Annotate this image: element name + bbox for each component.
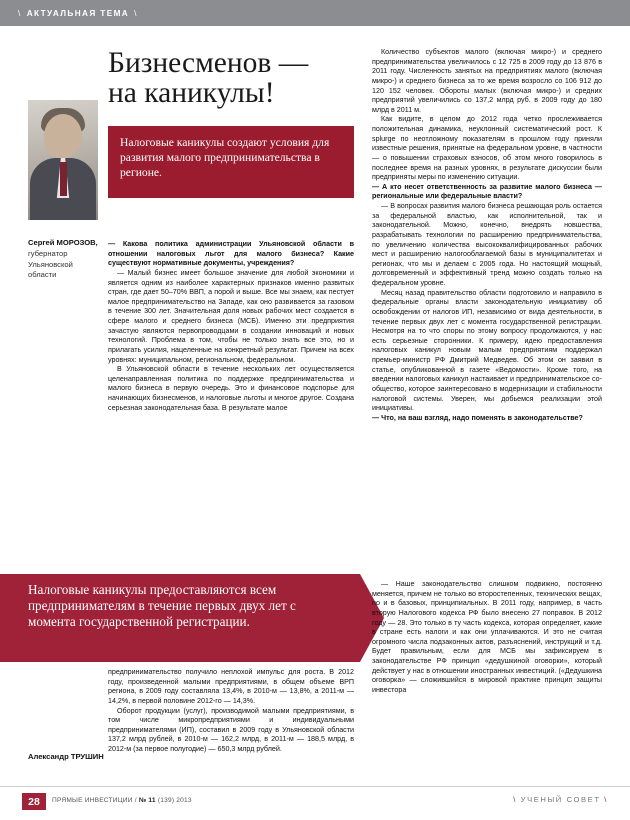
body-column-right-top — [372, 48, 602, 578]
body-paragraph: Оборот продукции (услуг), производимой малыми предприятиями, в том числе микропредприятиями и индивидуальными предпринимателями (ИП), составил в 2009 году в Ульяновской области 137,2 млрд рублей, в 2010-м — 162,2 млрд, в 2011-м — 188,5 млрд, в 2012-м (за первое полугодие) — 650,3 млрд рублей. — [108, 706, 354, 753]
body-paragraph: — Наше законодательство слишком подвижно, постоянно меняется, причем не только во второстепенных, технических вещах, но и в базовых, принципиальных. В 2011 году, например, в часть вторую Налогового кодекса РФ было внесено 27 поправок. В 2012 году — 28. Это только в ту часть кодекса, которая определяет, какие в стране есть налоги и как они уплачиваются. И это не считая огромного числа подзаконных актов, разъяснений, инструкций и т.д. Будет правильным, если для МСБ мы зафиксируем в законодательстве РФ принцип «дедушкиной оговорки», который действует у нас в отношении иностранных инвестиций. («Дедушкина оговорка» — сложившийся в мировой практике принцип защиты инвестора — [372, 580, 602, 694]
body-column-left-bottom — [108, 668, 354, 798]
footer-issue-date: (139) 2013 — [157, 797, 192, 804]
pull-quote-banner — [0, 574, 372, 662]
section-header-inner — [18, 0, 138, 26]
lede-box: Налоговые каникулы создают условия для развития малого предпринимательства в регионе. — [108, 126, 354, 198]
footer-issue-number: № 11 — [138, 797, 156, 804]
footer-section-label — [513, 795, 608, 804]
chevron-left-icon: \ — [18, 8, 22, 18]
interview-question: — Какова политика администрации Ульяновской области в отношении налоговых льгот для малого бизнеса? Какие существуют нормативные документы, учреждения? — [108, 240, 354, 268]
section-header-bar — [0, 0, 630, 26]
chevron-right-icon: \ — [134, 8, 138, 18]
body-paragraph: — Малый бизнес имеет большое значение для любой экономики и является одним из наиболее характерных признаков именно развитых стран, где дает 50–70% ВВП, а порой и выше. Все мы знаем, как пестует малое предпринимательство на Западе, как оно развивается за газовом в течение 300 лет. Значительная доля новых рабочих мест создается в сфере малого и среднего бизнеса (МСБ). Именно эти предприятия зачастую являются первопроводцами в создании инноваций и новых технологий. Проблема в том, чтобы не только знать все это, но и прилагать усилия, нацеленные на конкретный результат. Причем на всех уровнях: муниципальном, региональном, федеральном. — [108, 268, 354, 364]
footer-slash: / — [134, 797, 137, 804]
footer-publication-info — [52, 797, 192, 804]
body-paragraph: предпринимательство получило неплохой импульс для роста. В 2012 году, произведенной малыми предприятиями, в общем объеме ВРП региона, в 2009 году составляла 13,4%, в 2010-м — 13,8%, а 2011-м — 14,2%, в первой половине 2012-го — 14,3%. — [108, 668, 354, 705]
chevron-left-icon: \ — [513, 795, 517, 804]
section-label: АКТУАЛЬНАЯ ТЕМА — [26, 8, 130, 18]
body-column-left-top — [108, 240, 354, 570]
portrait-photo — [28, 100, 98, 220]
byline-interviewee-role: губернатор Ульяновской области — [28, 248, 73, 280]
footer-publication-name: ПРЯМЫЕ ИНВЕСТИЦИИ — [52, 797, 133, 804]
body-paragraph: Месяц назад правительство области подготовило и направило в федеральные органы власти законодательную инициативу об освобождении от налогов ИП, независимо от вида деятельности, в течение первых двух лет с момента государственной регистрации. Несмотря на то что споры по этому вопросу продолжаются, у нас есть серьезные сторонники. К примеру, идею предоставления налоговых каникул новым малым предприятиям поддержал премьер-министр РФ Дмитрий Медведев. Об этом он заявил в статье, опубликованной в газете «Ведомости». Кроме того, на введении налоговых каникул настаивает и предпринимательское сообщество, которое заинтересовано в модернизации и стабильности налоговой системы. Уверен, мы добьемся реализации этой инициативы. — [372, 288, 602, 413]
body-paragraph: Количество субъектов малого (включая микро-) и среднего предпринимательства увеличилось с 12 725 в 2009 году до 13 876 в 2011 году. Численность занятых на предприятиях малого (включая микро-) и среднего бизнеса за то же время возросло со 106 912 до 120 152 человек. Обороты малых (включая микро-) и средних предприятий увеличились со 137,2 млрд руб. в 2009 году до 180 млрд в 2011 м. — [372, 48, 602, 114]
body-paragraph: — В вопросах развития малого бизнеса решающая роль остается за федеральной властью, как исполнительной, так и законодательной. Можно, конечно, внедрять новшества, разрабатывать технологии по расширению предпринимательства, по увеличению количества высококвалифицированных рабочих мест и расширению налогооблагаемой базы в муниципалитетах и регионах, что мы и делаем с 2005 года. Но настоящий мощный, долговременный и эффективный тренд можно создать только на федеральном уровне. — [372, 202, 602, 287]
page-title-line1: Бизнесменов — — [108, 47, 309, 79]
body-column-right-bottom — [372, 580, 602, 795]
page-number-badge: 28 — [22, 793, 46, 810]
pull-quote-text: Налоговые каникулы предоставляются всем предпринимателям в течение первых двух лет с момента государственной регистрации. — [28, 582, 296, 630]
portrait-face — [44, 114, 82, 158]
chevron-right-icon: \ — [604, 795, 608, 804]
page-title-line2: на каникулы! — [108, 77, 275, 110]
byline-interviewee — [28, 238, 100, 281]
byline-interviewee-name: Сергей МОРОЗОВ, — [28, 238, 98, 247]
byline-author: Александр ТРУШИН — [28, 752, 104, 761]
page-title — [108, 48, 370, 108]
body-paragraph: Как видите, в целом до 2012 года четко прослеживается положительная динамика, неуклонный систематический рост. К splurge по неотложному показателям в прошлом году приняли известные решения, принятые на федеральном уровне, в частности — о повышении страховых взносов, об этом много говорилось в последнее время на разных уровнях, в результате дискуссии были предприняты меры по изменению ситуации. — [372, 115, 602, 182]
body-paragraph: В Ульяновской области в течение нескольких лет осуществляется целенаправленная политика по поддержке предпринимательства и малого бизнеса в первую очередь. Это и финансовое подспорье для начинающих бизнесменов, и налоговые льготы и многое другое. Создана серьезная законодательная база. В результате малое — [108, 365, 354, 412]
portrait-tie — [60, 162, 67, 196]
interview-question: — А кто несет ответственность за развитие малого бизнеса — региональные или федеральные власти? — [372, 182, 602, 201]
footer-section-text: УЧЕНЫЙ СОВЕТ — [520, 795, 601, 804]
interview-question: — Что, на ваш взгляд, надо поменять в законодательстве? — [372, 413, 583, 422]
